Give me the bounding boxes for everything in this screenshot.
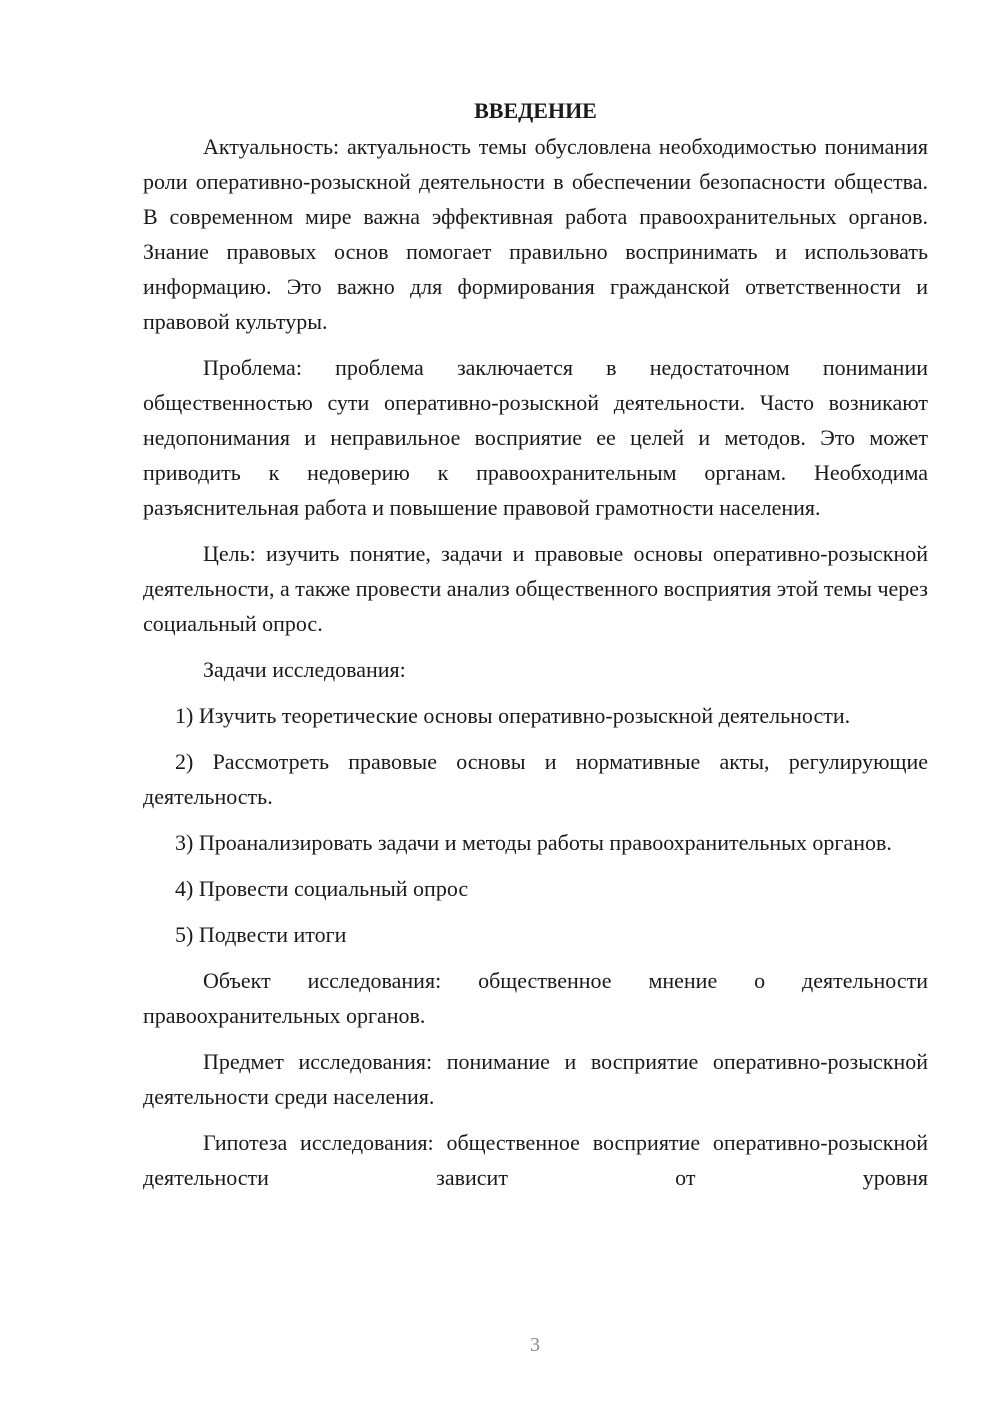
page-number: 3	[530, 1334, 540, 1356]
task-item-2: 2) Рассмотреть правовые основы и нормативные акты, регулирующие деятельность.	[143, 749, 928, 809]
paragraph-object: Объект исследования: общественное мнение о деятельности правоохранительных органов.	[143, 968, 928, 1028]
task-item-3: 3) Проанализировать задачи и методы работы правоохранительных органов.	[175, 830, 892, 855]
paragraph-hypothesis: Гипотеза исследования: общественное восприятие оперативно-розыскной деятельности зависит от уровня	[143, 1130, 928, 1190]
task-item-4: 4) Провести социальный опрос	[175, 876, 469, 901]
paragraph-goal: Цель: изучить понятие, задачи и правовые основы оперативно-розыскной деятельности, а также провести анализ общественного восприятия этой темы через социальный опрос.	[143, 541, 928, 636]
page-content	[143, 93, 928, 1195]
task-item-5: 5) Подвести итоги	[175, 922, 347, 947]
section-title: ВВЕДЕНИЕ	[474, 98, 597, 123]
task-item-1: 1) Изучить теоретические основы оперативно-розыскной деятельности.	[175, 703, 851, 728]
paragraph-relevance: Актуальность: актуальность темы обусловлена необходимостью понимания роли оперативно-розыскной деятельности в обеспечении безопасности общества. В современном мире важна эффективная работа правоохранительных органов. Знание правовых основ помогает правильно воспринимать и использовать информацию. Это важно для формирования гражданской ответственности и правовой культуры.	[143, 134, 928, 334]
paragraph-subject: Предмет исследования: понимание и восприятие оперативно-розыскной деятельности среди населения.	[143, 1049, 928, 1109]
paragraph-tasks-heading: Задачи исследования:	[203, 657, 406, 682]
paragraph-problem: Проблема: проблема заключается в недостаточном понимании общественностью сути оперативно-розыскной деятельности. Часто возникают недопонимания и неправильное восприятие ее целей и методов. Это может приводить к недоверию к правоохранительным органам. Необходима разъяснительная работа и повышение правовой грамотности населения.	[143, 355, 928, 520]
